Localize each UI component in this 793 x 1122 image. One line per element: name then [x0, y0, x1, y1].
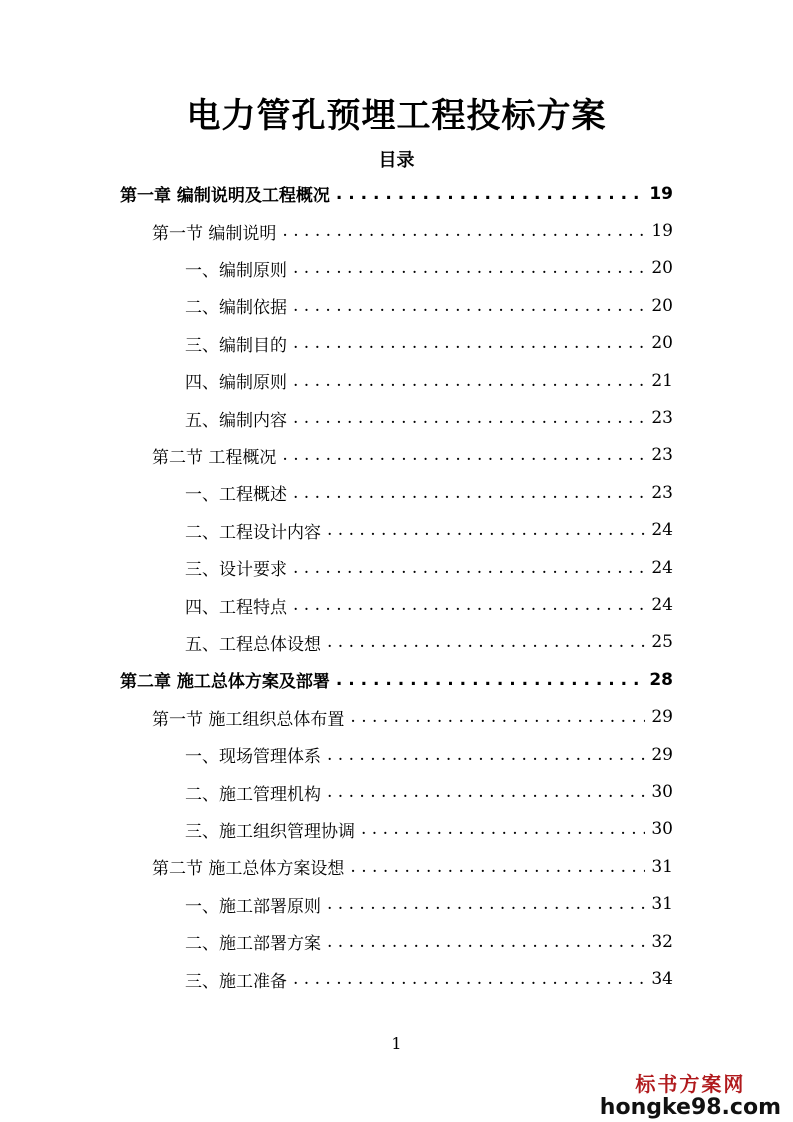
toc-entry-label: 二、施工管理机构	[185, 784, 321, 805]
toc-entry-label: 第二章 施工总体方案及部署	[120, 672, 330, 693]
toc-dot-leader	[293, 969, 645, 989]
toc-entry[interactable]	[120, 661, 673, 698]
toc-entry[interactable]	[185, 586, 673, 623]
toc-entry-page: 20	[651, 258, 673, 279]
toc-dot-leader	[293, 296, 645, 316]
toc-entry[interactable]	[185, 549, 673, 586]
toc-entry[interactable]	[185, 773, 673, 810]
toc-entry-page: 20	[651, 333, 673, 354]
toc-entry[interactable]	[185, 960, 673, 997]
toc-dot-leader	[327, 520, 645, 540]
toc-entry-page: 19	[651, 221, 673, 242]
toc-entry-label: 三、设计要求	[185, 560, 287, 581]
toc-dot-leader	[327, 932, 645, 952]
toc-entry-label: 第二节 施工总体方案设想	[152, 859, 345, 880]
toc-dot-leader	[293, 483, 645, 503]
toc-dot-leader	[293, 595, 645, 615]
toc-entry[interactable]	[185, 512, 673, 549]
toc-entry-label: 二、施工部署方案	[185, 934, 321, 955]
toc-entry[interactable]	[185, 624, 673, 661]
toc-entry-page: 23	[651, 482, 673, 503]
toc-entry[interactable]	[120, 175, 673, 212]
toc-entry-page: 30	[651, 819, 673, 840]
toc-entry-label: 五、工程总体设想	[185, 634, 321, 655]
toc-entry-label: 三、施工准备	[185, 971, 287, 992]
toc-entry[interactable]	[185, 325, 673, 362]
toc-dot-leader	[327, 894, 645, 914]
toc-entry-label: 三、编制目的	[185, 335, 287, 356]
toc-entry[interactable]	[185, 474, 673, 511]
toc-entry-label: 一、施工部署原则	[185, 896, 321, 917]
toc-entry[interactable]	[152, 848, 673, 885]
toc-entry-label: 一、工程概述	[185, 485, 287, 506]
toc-entry[interactable]	[152, 699, 673, 736]
toc-entry-page: 29	[651, 744, 673, 765]
toc-entry[interactable]	[185, 923, 673, 960]
toc-entry-page: 29	[651, 707, 673, 728]
toc-dot-leader	[327, 632, 645, 652]
toc-entry-label: 五、编制内容	[185, 410, 287, 431]
toc-entry[interactable]	[185, 811, 673, 848]
toc-entry-page: 32	[651, 931, 673, 952]
toc-entry[interactable]	[185, 250, 673, 287]
toc-entry[interactable]	[185, 736, 673, 773]
toc-entry-page: 21	[651, 370, 673, 391]
toc-dot-leader	[293, 371, 645, 391]
toc-entry[interactable]	[152, 437, 673, 474]
toc-dot-leader	[327, 782, 645, 802]
toc-entry-page: 31	[651, 856, 673, 877]
toc-entry-page: 20	[651, 295, 673, 316]
toc-entry-label: 第一节 编制说明	[152, 223, 277, 244]
toc-entry[interactable]	[185, 287, 673, 324]
toc-entry[interactable]	[185, 399, 673, 436]
toc-entry-label: 第一章 编制说明及工程概况	[120, 186, 330, 207]
toc-dot-leader	[293, 333, 645, 353]
toc-entry-page: 28	[649, 669, 673, 690]
toc-dot-leader	[350, 857, 645, 877]
toc-entry[interactable]	[152, 212, 673, 249]
toc-entry-page: 23	[651, 408, 673, 429]
toc-entry-page: 31	[651, 894, 673, 915]
toc-dot-leader	[293, 258, 645, 278]
toc-entry-label: 二、编制依据	[185, 298, 287, 319]
toc-entry-page: 30	[651, 782, 673, 803]
toc-dot-leader	[282, 445, 645, 465]
toc-dot-leader	[336, 670, 643, 690]
toc-dot-leader	[327, 745, 645, 765]
toc-dot-leader	[293, 558, 645, 578]
toc-dot-leader	[350, 707, 645, 727]
toc-entry-page: 25	[651, 632, 673, 653]
toc-entry-page: 34	[651, 969, 673, 990]
toc-entry-label: 三、施工组织管理协调	[185, 821, 355, 842]
toc-entry-label: 第一节 施工组织总体布置	[152, 709, 345, 730]
toc-entry-page: 24	[651, 595, 673, 616]
toc-heading: 目录	[378, 150, 415, 171]
page-number: 1	[391, 1034, 402, 1053]
watermark-url: hongke98.com	[599, 1095, 781, 1120]
watermark-name: 标书方案网	[635, 1072, 746, 1096]
toc-entry[interactable]	[185, 886, 673, 923]
toc-entry-label: 一、现场管理体系	[185, 747, 321, 768]
toc-entry[interactable]	[185, 362, 673, 399]
toc-dot-leader	[336, 184, 643, 204]
toc-entry-label: 四、编制原则	[185, 373, 287, 394]
toc-entry-label: 四、工程特点	[185, 597, 287, 618]
toc-dot-leader	[361, 819, 645, 839]
document-title: 电力管孔预埋工程投标方案	[186, 96, 607, 136]
toc-dot-leader	[293, 408, 645, 428]
toc-dot-leader	[282, 221, 645, 241]
toc-entry-page: 19	[649, 183, 673, 204]
toc-entry-page: 24	[651, 520, 673, 541]
toc-entry-page: 24	[651, 557, 673, 578]
toc-entry-label: 一、编制原则	[185, 260, 287, 281]
toc-entry-page: 23	[651, 445, 673, 466]
toc-entry-label: 第二节 工程概况	[152, 447, 277, 468]
toc-entry-label: 二、工程设计内容	[185, 522, 321, 543]
watermark-logo	[600, 1068, 781, 1120]
